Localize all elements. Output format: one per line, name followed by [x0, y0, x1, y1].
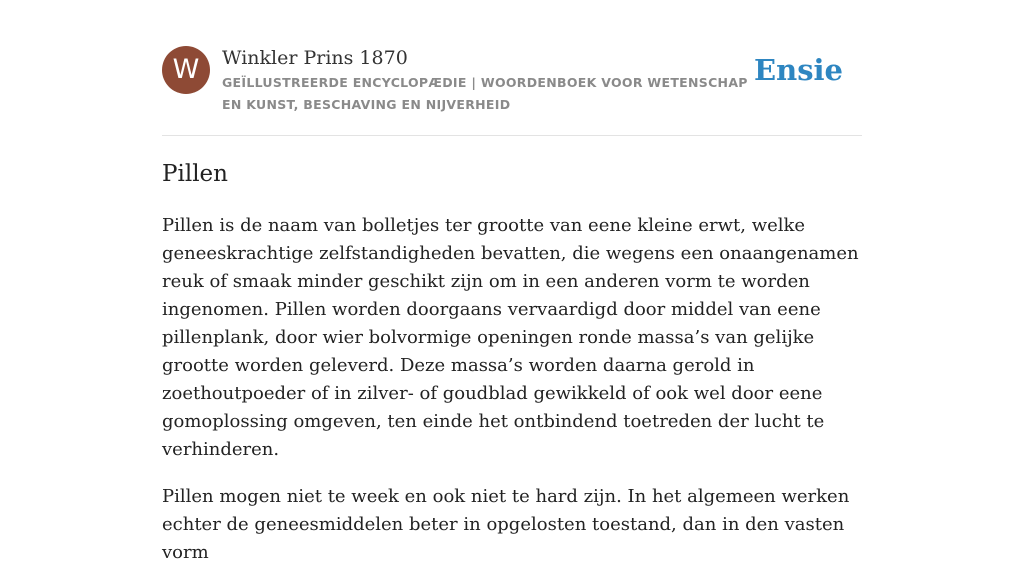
source-header — [162, 46, 862, 118]
article-body — [162, 212, 862, 586]
header-divider — [162, 135, 862, 136]
source-subtitle: GEÏLLUSTREERDE ENCYCLOPÆDIE | WOORDENBOEK VOOR WETENSCHAP EN KUNST, BESCHAVING EN NIJVERHEID — [222, 75, 748, 112]
article-title: Pillen — [162, 161, 228, 187]
ensie-logo[interactable]: Ensie — [754, 53, 843, 87]
article-paragraph: Pillen mogen niet te week en ook niet te hard zijn. In het algemeen werken echter de geneesmiddelen beter in opgelosten toestand, dan in den vasten vorm — [162, 486, 850, 563]
source-title[interactable]: Winkler Prins 1870 — [222, 47, 408, 69]
avatar[interactable]: W — [162, 46, 210, 94]
article-paragraph: Pillen is de naam van bolletjes ter grootte van eene kleine erwt, welke geneeskrachtige zelfstandigheden bevatten, die wegens een onaangenamen reuk of smaak minder geschikt zijn om in een anderen vorm te worden ingenomen. Pillen worden doorgaans vervaardigd door middel van eene pillenplank, door wier bolvormige openingen ronde massa’s van gelijke grootte worden geleverd. Deze massa’s worden daarna gerold in zoethoutpoeder of in zilver- of goudblad gewikkeld of ook wel door eene gomoplossing omgeven, ten einde het ontbindend toetreden der lucht te verhinderen. — [162, 215, 859, 460]
